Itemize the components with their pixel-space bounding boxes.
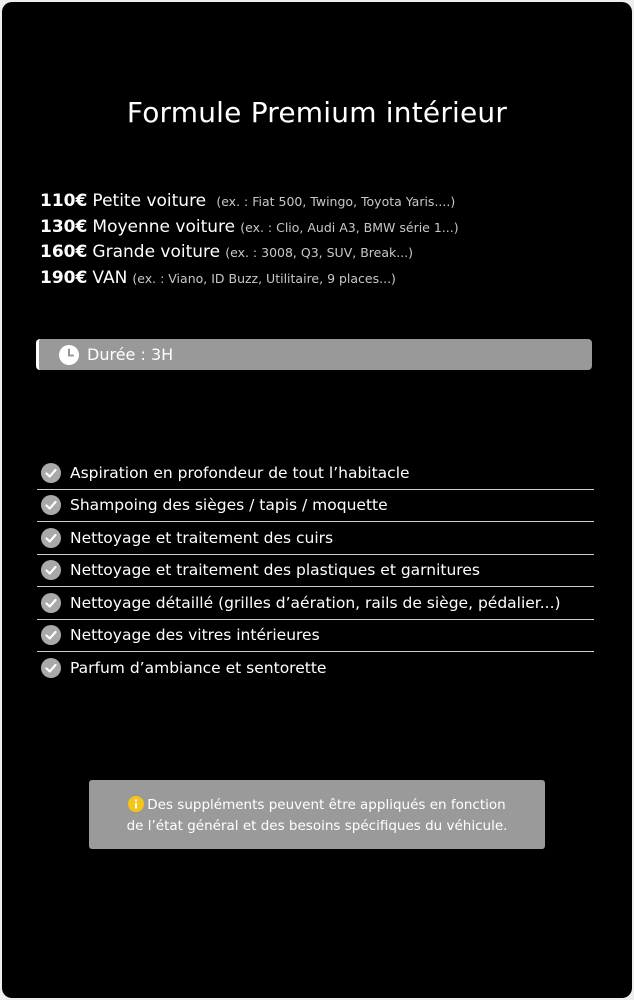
check-circle-icon: [41, 625, 61, 645]
list-item: [37, 620, 594, 653]
feature-list: [37, 457, 594, 685]
vehicle-examples: (ex. : Clio, Audi A3, BMW série 1...): [240, 219, 459, 235]
price-amount: 130€: [40, 216, 88, 237]
duration-bar: [36, 339, 592, 370]
note-line-1: [89, 795, 545, 816]
check-circle-icon: [41, 495, 61, 515]
info-icon: [128, 796, 144, 812]
feature-text: Aspiration en profondeur de tout l’habitacle: [70, 463, 410, 482]
check-circle-icon: [41, 658, 61, 678]
price-row: [40, 188, 459, 214]
list-item: [37, 457, 594, 490]
list-item: [37, 490, 594, 523]
list-item: [37, 522, 594, 555]
vehicle-examples: (ex. : Fiat 500, Twingo, Toyota Yaris....): [216, 194, 456, 209]
pricing-card: [2, 2, 632, 998]
price-amount: 190€: [40, 267, 88, 288]
list-item: [37, 652, 594, 685]
note-text-1: Des suppléments peuvent être appliqués en fonction: [147, 797, 506, 813]
vehicle-examples: (ex. : 3008, Q3, SUV, Break...): [225, 245, 414, 260]
feature-text: Nettoyage et traitement des cuirs: [70, 528, 334, 547]
check-circle-icon: [41, 463, 61, 483]
check-circle-icon: [41, 560, 61, 580]
vehicle-size: Grande voiture: [92, 242, 221, 262]
vehicle-size: Moyenne voiture: [92, 216, 236, 237]
price-amount: 110€: [40, 191, 88, 211]
vehicle-size: VAN: [92, 267, 128, 288]
vehicle-examples: (ex. : Viano, ID Buzz, Utilitaire, 9 places...): [132, 270, 396, 286]
check-circle-icon: [41, 593, 61, 613]
vehicle-size: Petite voiture: [92, 191, 207, 211]
list-item: [37, 587, 594, 620]
check-circle-icon: [41, 528, 61, 548]
price-row: [40, 214, 459, 240]
note-text-2: de l’état général et des besoins spécifiques du véhicule.: [126, 818, 508, 834]
clock-icon: [59, 345, 79, 365]
page-title: Formule Premium intérieur: [126, 96, 508, 129]
supplement-note: [89, 780, 545, 849]
price-row: [40, 239, 459, 265]
feature-text: Nettoyage des vitres intérieures: [70, 626, 320, 645]
price-amount: 160€: [40, 242, 88, 262]
price-row: [40, 265, 459, 291]
list-item: [37, 555, 594, 588]
feature-text: Nettoyage et traitement des plastiques et garnitures: [70, 561, 480, 580]
feature-text: Parfum d’ambiance et sentorette: [70, 659, 327, 678]
price-list: [40, 188, 459, 290]
feature-text: Nettoyage détaillé (grilles d’aération, rails de siège, pédalier...): [70, 593, 561, 612]
duration-label: Durée : 3H: [87, 345, 174, 364]
feature-text: Shampoing des sièges / tapis / moquette: [70, 496, 388, 515]
